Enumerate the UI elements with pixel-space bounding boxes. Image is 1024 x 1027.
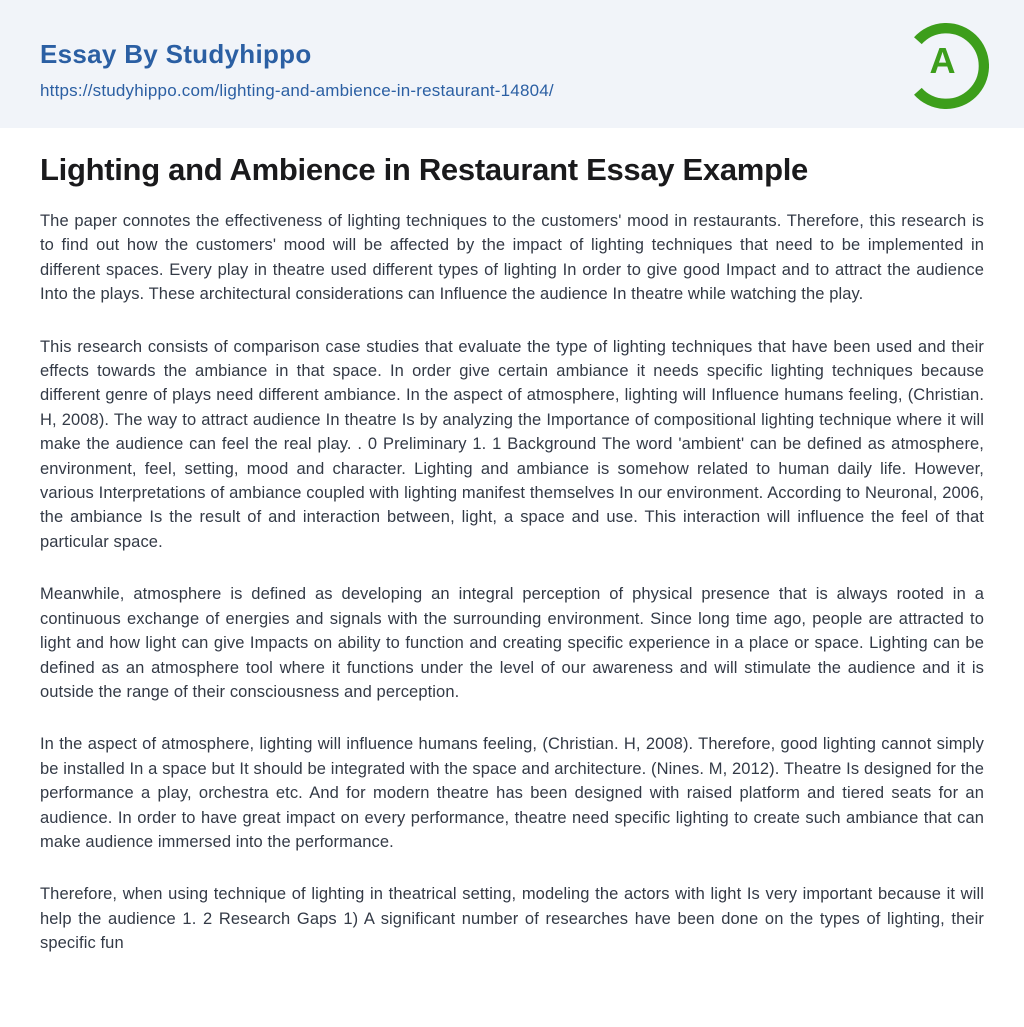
header (0, 0, 1024, 128)
essay-article (0, 128, 1024, 956)
studyhippo-logo-icon (903, 23, 989, 109)
page-title: Lighting and Ambience in Restaurant Essay Example (40, 152, 808, 187)
essay-paragraph-4: In the aspect of atmosphere, lighting will influence humans feeling, (Christian. H, 2008). Therefore, good lighting cannot simply be installed In a space but It should be integrated with the space and architecture. (Nines. M, 2012). Theatre Is designed for the performance a play, orchestra etc. And for modern theatre has been designed with raised platform and tiered seats for an audience. In order to have great impact on every performance, theatre need specific lighting to create such ambiance that can make audience immersed into the performance. (40, 735, 984, 851)
essay-paragraph-1: The paper connotes the effectiveness of lighting techniques to the customers' mood in restaurants. Therefore, this research is to find out how the customers' mood will be affected by the impact of lighting techniques that need to be implemented in different spaces. Every play in theatre used different types of lighting In order to give good Impact and to attract the audience Into the plays. These architectural considerations can Influence the audience In theatre while watching the play. (40, 212, 984, 304)
essay-paragraph-5: Therefore, when using technique of lighting in theatrical setting, modeling the actors with light Is very important because it will help the audience 1. 2 Research Gaps 1) A significant number of researches have been done on the types of lighting, their specific fun (40, 885, 984, 953)
essay-paragraph-3: Meanwhile, atmosphere is defined as developing an integral perception of physical presence that is always rooted in a continuous exchange of energies and signals with the surrounding environment. Since long time ago, people are attracted to light and how light can give Impacts on ability to function and creating specific experience in a place or space. Lighting can be defined as an atmosphere tool where it functions under the level of our awareness and will stimulate the audience and it is outside the range of their consciousness and perception. (40, 585, 984, 701)
logo-letter: A (929, 39, 956, 81)
header-text-block (40, 40, 984, 101)
essay-paragraph-2: This research consists of comparison case studies that evaluate the type of lighting techniques that have been used and their effects towards the ambiance in that space. In order give certain ambiance it needs specific lighting techniques because different genre of plays need different ambiance. In the aspect of atmosphere, lighting will Influence humans feeling, (Christian. H, 2008). The way to attract audience In theatre Is by analyzing the Importance of compositional lighting technique where it will make the audience can feel the real play. . 0 Preliminary 1. 1 Background The word 'ambient' can be defined as atmosphere, environment, feel, setting, mood and character. Lighting and ambiance is somehow related to human daily life. However, various Interpretations of ambiance coupled with lighting manifest themselves In our environment. According to Neuronal, 2006, the ambiance Is the result of and interaction between, light, a space and use. This interaction will influence the feel of that particular space. (40, 337, 984, 551)
source-url-link[interactable]: https://studyhippo.com/lighting-and-ambience-in-restaurant-14804/ (40, 80, 554, 100)
brand-title: Essay By Studyhippo (40, 39, 312, 69)
